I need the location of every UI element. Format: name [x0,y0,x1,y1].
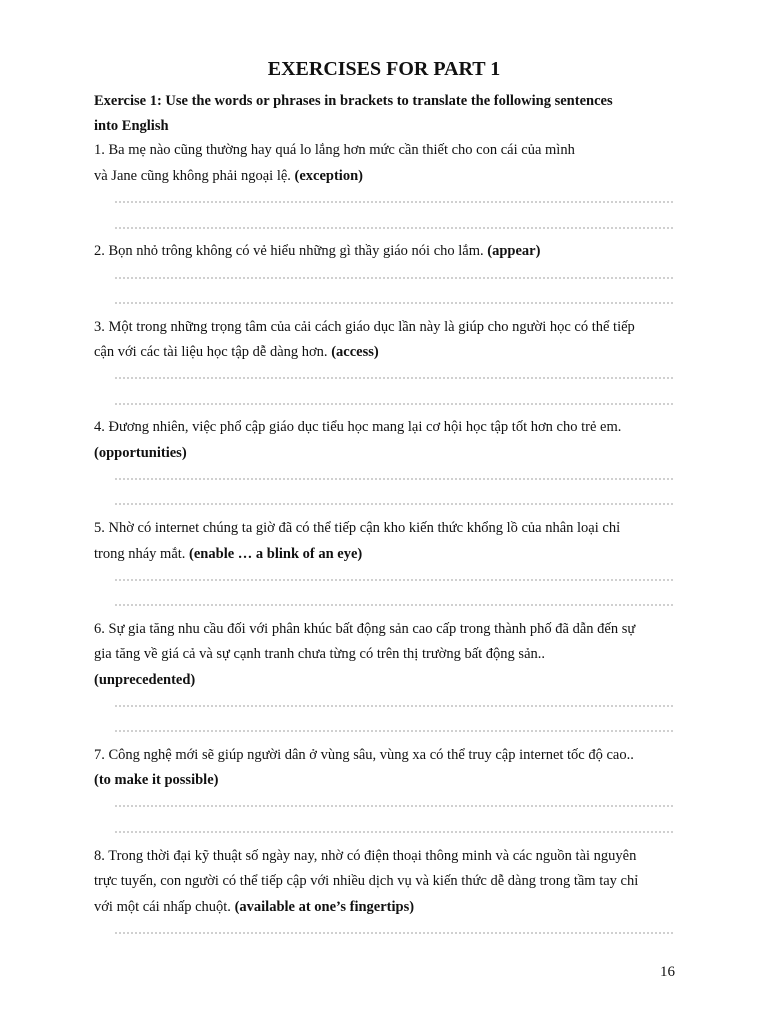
answer-line[interactable] [114,730,674,732]
exercise-instruction-line-1: Exercise 1: Use the words or phrases in brackets to translate the following sentences [94,93,613,109]
keyword-hint: (access) [331,344,379,360]
sentence-1-line-1: 1. Ba mẹ nào cũng thường hay quá lo lắng hơn mức cần thiết cho con cái của mình [94,142,575,158]
keyword-hint: (available at one’s fingertips) [234,899,415,915]
answer-line[interactable] [114,503,674,505]
sentence-7-line-1: 7. Công nghệ mới sẽ giúp người dân ở vùng sâu, vùng xa có thể truy cập internet tốc độ cao.. [94,747,634,763]
sentence-1-line-2 [94,167,674,185]
answer-line[interactable] [114,201,674,203]
keyword-hint: (opportunities) [94,445,187,461]
answer-line[interactable] [114,579,674,581]
keyword-hint: (exception) [294,168,363,184]
sentence-8-line-1: 8. Trong thời đại kỹ thuật số ngày nay, nhờ có điện thoại thông minh và các nguồn tài nguyên [94,848,637,864]
sentence-5-line-1: 5. Nhờ có internet chúng ta giờ đã có thể tiếp cận kho kiến thức khổng lồ của nhân loại chỉ [94,520,621,536]
sentence-8-line-3 [94,898,674,916]
keyword-hint: (unprecedented) [94,672,196,688]
answer-line[interactable] [114,277,674,279]
answer-line[interactable] [114,227,674,229]
answer-line[interactable] [114,805,674,807]
answer-line[interactable] [114,705,674,707]
sentence-3-line-1: 3. Một trong những trọng tâm của cải cách giáo dục lần này là giúp cho người học có thể tiếp [94,319,635,335]
sentence-6-line-1: 6. Sự gia tăng nhu cầu đối với phân khúc bất động sản cao cấp trong thành phố đã dẫn đến sự [94,621,636,637]
page-number: 16 [660,964,675,980]
answer-line[interactable] [114,403,674,405]
sentence-4-line-1: 4. Đương nhiên, việc phổ cập giáo dục tiểu học mang lại cơ hội học tập tốt hơn cho trẻ em. [94,419,622,435]
answer-line[interactable] [114,377,674,379]
answer-line[interactable] [114,831,674,833]
keyword-hint: (enable … a blink of an eye) [189,546,363,562]
answer-line[interactable] [114,932,674,934]
page-title: EXERCISES FOR PART 1 [267,58,501,80]
sentence-6-line-2: gia tăng về giá cả và sự cạnh tranh chưa từng có trên thị trường bất động sản.. [94,646,546,662]
sentence-text: và Jane cũng không phải ngoại lệ. [94,168,295,184]
keyword-hint: (appear) [487,243,541,259]
exercise-instruction-line-2: into English [94,118,169,134]
sentence-text: cận với các tài liệu học tập dễ dàng hơn. [94,344,332,360]
sentence-3-line-2 [94,343,674,361]
keyword-hint: (to make it possible) [94,772,219,788]
sentence-text: trong nháy mắt. [94,546,190,562]
answer-line[interactable] [114,604,674,606]
sentence-text: 2. Bọn nhỏ trông không có vẻ hiểu những gì thầy giáo nói cho lắm. [94,243,488,259]
sentence-text: với một cái nhấp chuột. [94,899,235,915]
sentence-5-line-2 [94,545,674,563]
answer-line[interactable] [114,478,674,480]
answer-line[interactable] [114,302,674,304]
sentence-8-line-2: trực tuyến, con người có thể tiếp cập với nhiều dịch vụ và kiến thức dễ dàng trong tầm tay chỉ [94,873,639,889]
sentence-2-line-1 [94,242,674,260]
